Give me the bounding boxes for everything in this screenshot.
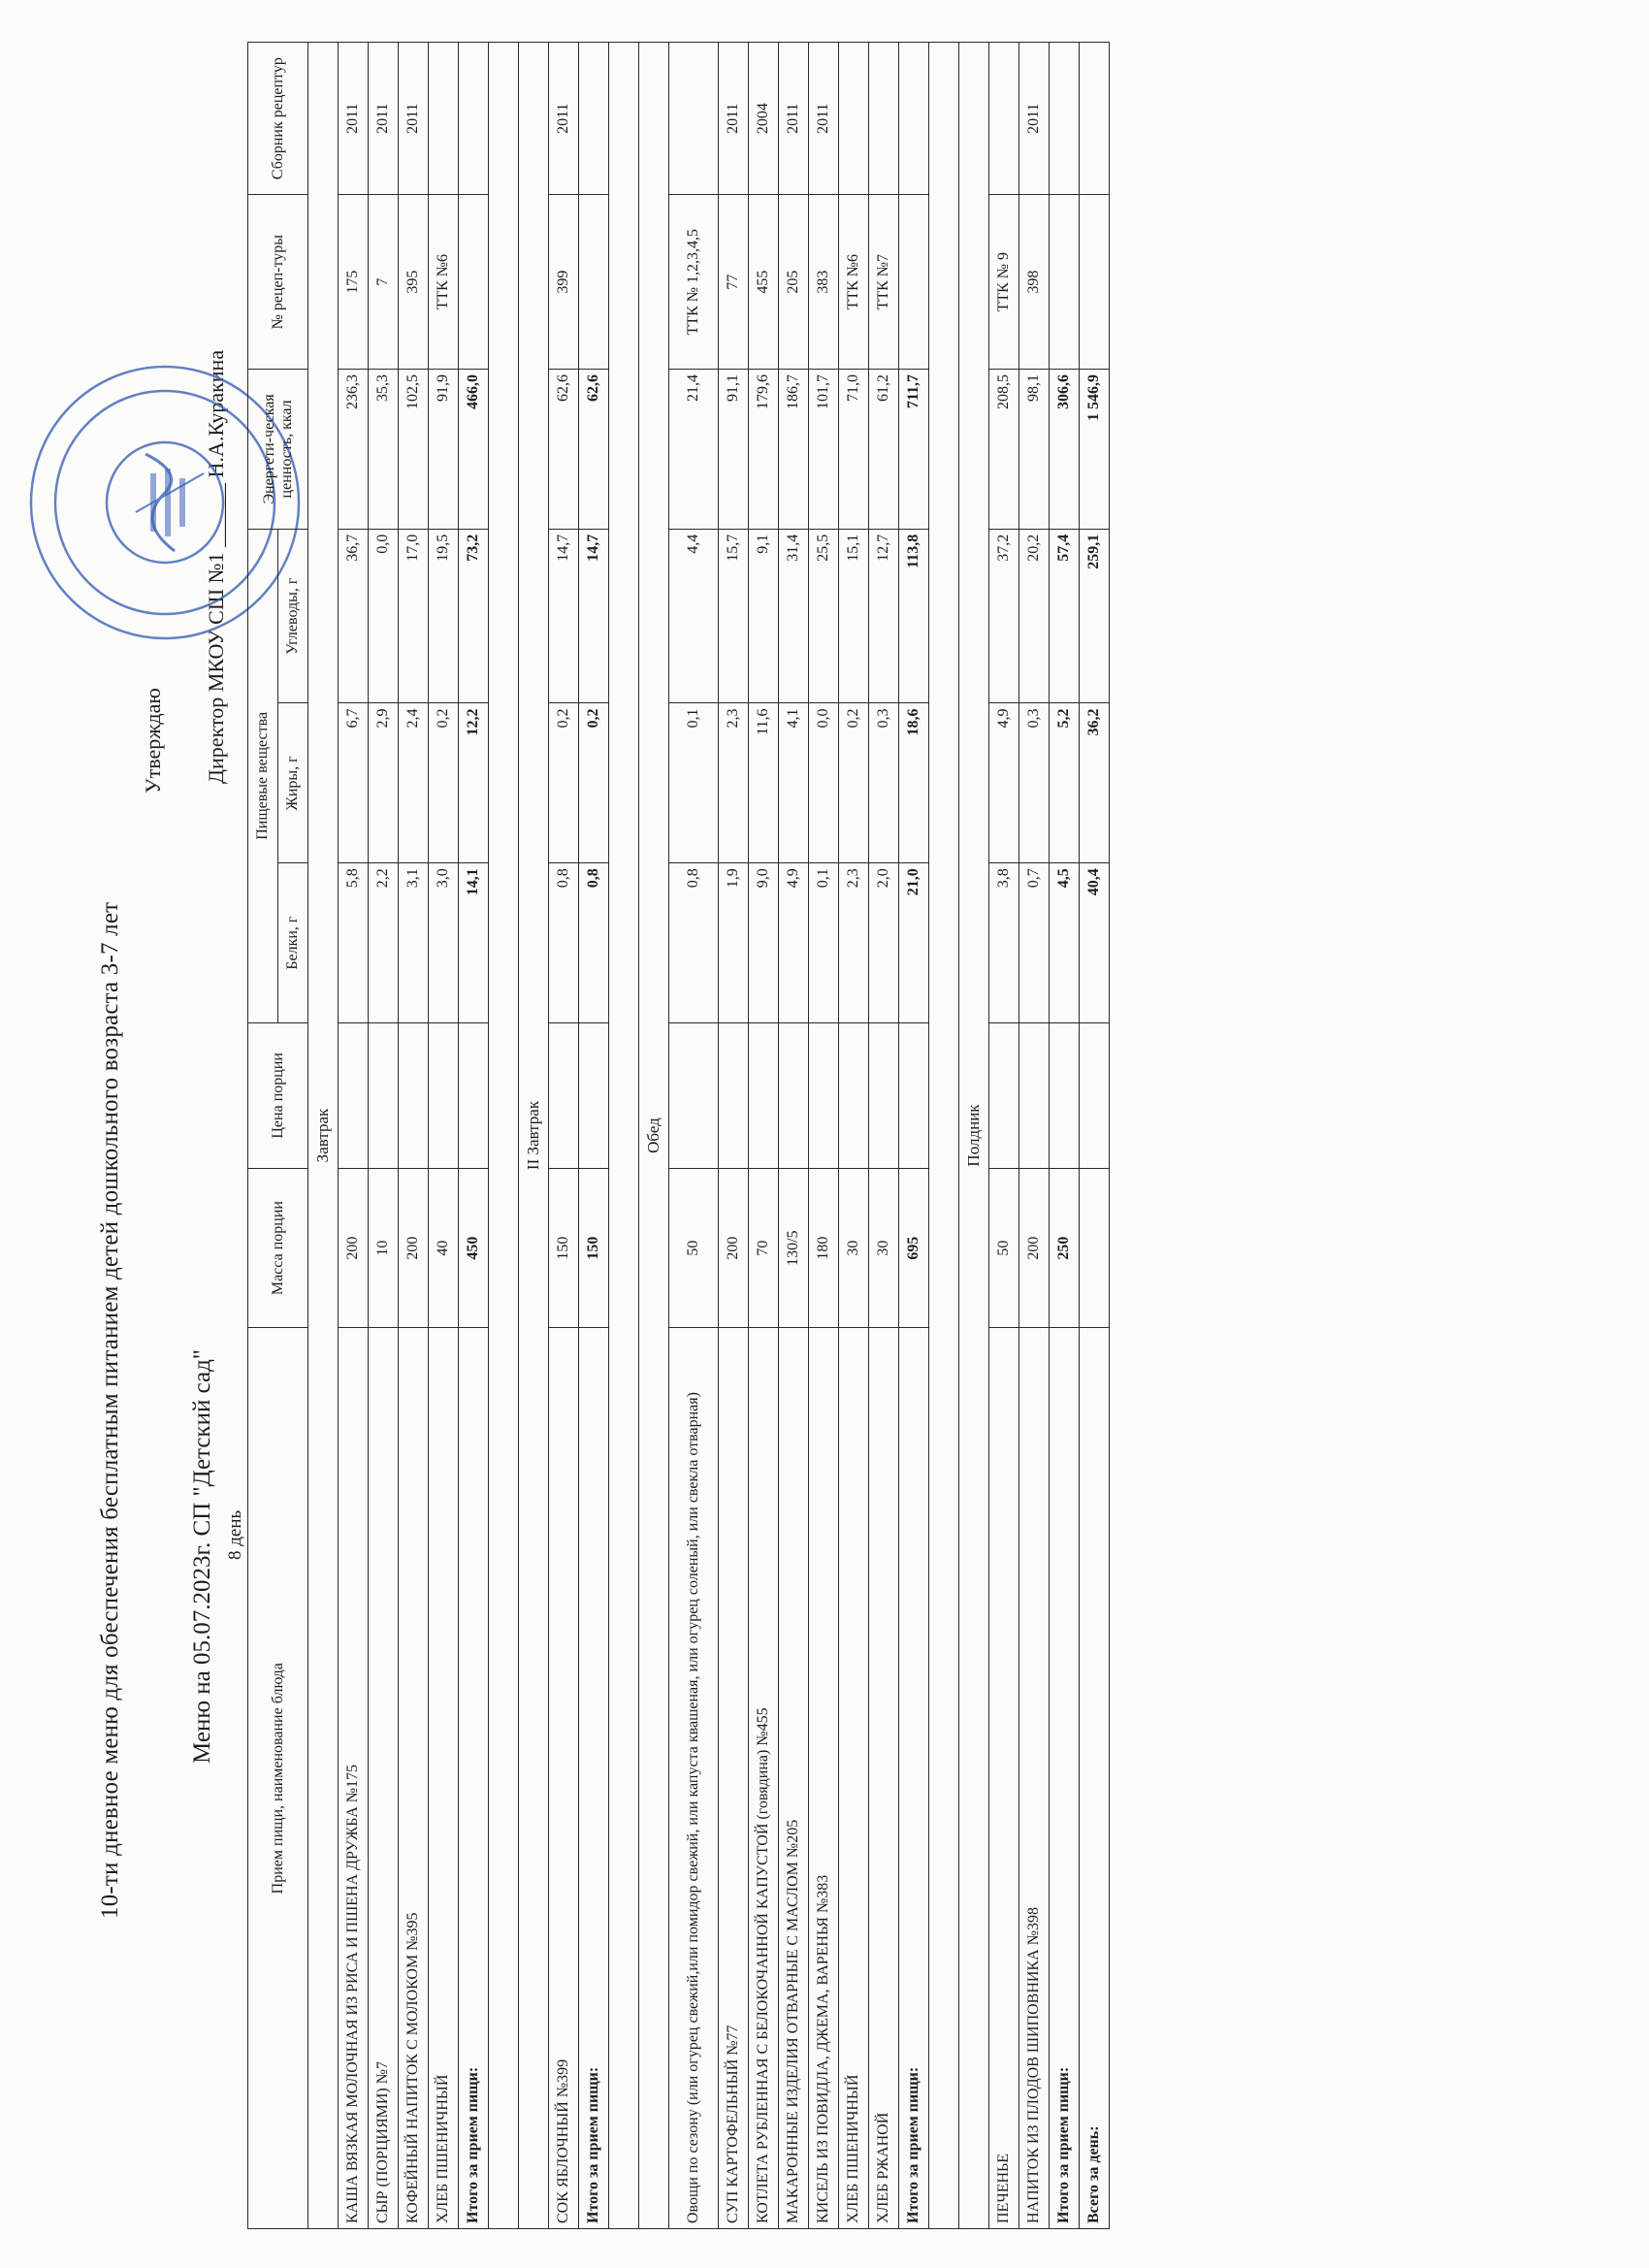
recipe-collection (669, 43, 719, 195)
fat-value: 6,7 (339, 703, 369, 863)
carbs-value: 17,0 (399, 529, 429, 703)
recipe-collection: 2011 (549, 43, 579, 195)
total-row (459, 43, 489, 2229)
portion-mass: 40 (429, 1168, 459, 1328)
protein-value: 3,1 (399, 863, 429, 1023)
portion-price (369, 1022, 399, 1168)
carbs-value: 25,5 (809, 529, 839, 703)
total-collection (1080, 43, 1110, 195)
dish-name: КОФЕЙНЫЙ НАПИТОК С МОЛОКОМ №395 (399, 1328, 429, 2229)
energy-value: 91,9 (429, 370, 459, 530)
energy-value: 186,7 (779, 370, 809, 530)
dish-name: КОТЛЕТА РУБЛЕННАЯ С БЕЛОКОЧАННОЙ КАПУСТОЙ (говядина) №455 (749, 1328, 779, 2229)
total-carbs: 113,8 (899, 529, 929, 703)
portion-mass: 30 (839, 1168, 869, 1328)
protein-value: 2,3 (839, 863, 869, 1023)
portion-price (669, 1022, 719, 1168)
recipe-collection: 2011 (369, 43, 399, 195)
protein-value: 0,8 (549, 863, 579, 1023)
fat-value: 0,3 (1019, 703, 1050, 863)
recipe-number: 175 (339, 195, 369, 370)
portion-price (339, 1022, 369, 1168)
section-title: II Завтрак (519, 43, 549, 2229)
protein-value: 5,8 (339, 863, 369, 1023)
carbs-value: 20,2 (1019, 529, 1050, 703)
total-energy: 306,6 (1050, 370, 1080, 530)
energy-value: 179,6 (749, 370, 779, 530)
dish-name: СОК ЯБЛОЧНЫЙ №399 (549, 1328, 579, 2229)
portion-price (869, 1022, 899, 1168)
total-label: Итого за прием пищи: (459, 1328, 489, 2229)
portion-price (989, 1022, 1019, 1168)
carbs-value: 9,1 (749, 529, 779, 703)
spacer-cell (929, 43, 959, 2229)
recipe-collection: 2011 (719, 43, 749, 195)
col-header-name: Прием пищи, наименование блюда (248, 1328, 308, 2229)
total-collection (1050, 43, 1080, 195)
director-signature-line: Директор МКОУ СШ №1 ______ Н.А.Куракина (204, 349, 228, 784)
total-price (579, 1022, 609, 1168)
table-row (989, 43, 1019, 2229)
carbs-value: 0,0 (369, 529, 399, 703)
col-header-recipe: № рецеп-туры (248, 195, 308, 370)
total-fat: 12,2 (459, 703, 489, 863)
total-label: Итого за прием пищи: (579, 1328, 609, 2229)
col-header-carbs: Углеводы, г (278, 529, 308, 703)
recipe-number: 77 (719, 195, 749, 370)
recipe-number: 205 (779, 195, 809, 370)
table-row (779, 43, 809, 2229)
total-mass: 150 (579, 1168, 609, 1328)
carbs-value: 37,2 (989, 529, 1019, 703)
carbs-value: 14,7 (549, 529, 579, 703)
total-label: Итого за прием пищи: (1050, 1328, 1080, 2229)
total-protein: 4,5 (1050, 863, 1080, 1023)
total-mass: 695 (899, 1168, 929, 1328)
portion-mass: 180 (809, 1168, 839, 1328)
recipe-collection (869, 43, 899, 195)
table-header-row (248, 43, 278, 2229)
total-fat: 5,2 (1050, 703, 1080, 863)
protein-value: 2,0 (869, 863, 899, 1023)
fat-value: 0,3 (869, 703, 899, 863)
protein-value: 0,7 (1019, 863, 1050, 1023)
dish-name: КИСЕЛЬ ИЗ ПОВИДЛА, ДЖЕМА, ВАРЕНЬЯ №383 (809, 1328, 839, 2229)
dish-name: Овощи по сезону (или огурец свежий,или помидор свежий, или капуста квашеная, или огурец соленый, или свекла отварная) (669, 1328, 719, 2229)
recipe-number: 399 (549, 195, 579, 370)
fat-value: 2,3 (719, 703, 749, 863)
recipe-number: 383 (809, 195, 839, 370)
protein-value: 0,8 (669, 863, 719, 1023)
carbs-value: 19,5 (429, 529, 459, 703)
recipe-number: 398 (1019, 195, 1050, 370)
total-row (1050, 43, 1080, 2229)
menu-table (247, 42, 1110, 2229)
recipe-collection: 2011 (809, 43, 839, 195)
total-protein: 21,0 (899, 863, 929, 1023)
total-protein: 14,1 (459, 863, 489, 1023)
carbs-value: 36,7 (339, 529, 369, 703)
carbs-value: 15,7 (719, 529, 749, 703)
table-row (399, 43, 429, 2229)
portion-price (549, 1022, 579, 1168)
section-title: Обед (639, 43, 669, 2229)
section-header-row (959, 43, 989, 2229)
col-header-collection: Сборник рецептур (248, 43, 308, 195)
recipe-collection: 2011 (1019, 43, 1050, 195)
total-collection (579, 43, 609, 195)
carbs-value: 15,1 (839, 529, 869, 703)
energy-value: 71,0 (839, 370, 869, 530)
total-energy: 1 546,9 (1080, 370, 1110, 530)
total-carbs: 57,4 (1050, 529, 1080, 703)
table-row (429, 43, 459, 2229)
menu-table-body (308, 43, 1110, 2229)
section-header-row (308, 43, 339, 2229)
total-collection (899, 43, 929, 195)
portion-mass: 50 (989, 1168, 1019, 1328)
carbs-value: 12,7 (869, 529, 899, 703)
table-row (719, 43, 749, 2229)
document-title: 10-ти дневное меню для обеспечения бесплатным питанием детей дошкольного возраста 3-7 лет (97, 901, 123, 1919)
col-header-protein: Белки, г (278, 863, 308, 1023)
dish-name: ХЛЕБ ПШЕНИЧНЫЙ (839, 1328, 869, 2229)
protein-value: 1,9 (719, 863, 749, 1023)
energy-value: 91,1 (719, 370, 749, 530)
fat-value: 0,2 (429, 703, 459, 863)
section-header-row (639, 43, 669, 2229)
portion-mass: 70 (749, 1168, 779, 1328)
portion-mass: 130/5 (779, 1168, 809, 1328)
energy-value: 102,5 (399, 370, 429, 530)
portion-price (399, 1022, 429, 1168)
dish-name: СЫР (ПОРЦИЯМИ) №7 (369, 1328, 399, 2229)
portion-mass: 200 (719, 1168, 749, 1328)
total-fat: 18,6 (899, 703, 929, 863)
portion-price (749, 1022, 779, 1168)
energy-value: 61,2 (869, 370, 899, 530)
section-header-row (519, 43, 549, 2229)
recipe-collection (839, 43, 869, 195)
fat-value: 4,9 (989, 703, 1019, 863)
total-protein: 0,8 (579, 863, 609, 1023)
recipe-number: 7 (369, 195, 399, 370)
energy-value: 208,5 (989, 370, 1019, 530)
protein-value: 3,0 (429, 863, 459, 1023)
total-row (1080, 43, 1110, 2229)
total-label: Всего за день: (1080, 1328, 1110, 2229)
total-recipe (579, 195, 609, 370)
fat-value: 0,2 (839, 703, 869, 863)
spacer-cell (489, 43, 519, 2229)
table-row (749, 43, 779, 2229)
carbs-value: 4,4 (669, 529, 719, 703)
col-header-nutrients: Пищевые вещества (248, 529, 278, 1022)
portion-price (1019, 1022, 1050, 1168)
total-price (1050, 1022, 1080, 1168)
col-header-energy: Энергети-ческая ценность, ккал (248, 370, 308, 530)
protein-value: 0,1 (809, 863, 839, 1023)
total-mass (1080, 1168, 1110, 1328)
total-energy: 711,7 (899, 370, 929, 530)
section-title: Полдник (959, 43, 989, 2229)
energy-value: 101,7 (809, 370, 839, 530)
total-carbs: 14,7 (579, 529, 609, 703)
total-carbs: 259,1 (1080, 529, 1110, 703)
total-recipe (459, 195, 489, 370)
total-energy: 466,0 (459, 370, 489, 530)
total-recipe (1050, 195, 1080, 370)
recipe-collection: 2011 (779, 43, 809, 195)
dish-name: МАКАРОННЫЕ ИЗДЕЛИЯ ОТВАРНЫЕ С МАСЛОМ №205 (779, 1328, 809, 2229)
dish-name: НАПИТОК ИЗ ПЛОДОВ ШИПОВНИКА №398 (1019, 1328, 1050, 2229)
dish-name: СУП КАРТОФЕЛЬНЫЙ №77 (719, 1328, 749, 2229)
fat-value: 11,6 (749, 703, 779, 863)
spacer-row (609, 43, 639, 2229)
table-row (809, 43, 839, 2229)
portion-mass: 30 (869, 1168, 899, 1328)
spacer-row (929, 43, 959, 2229)
approve-label: Утверждаю (141, 688, 165, 794)
spacer-row (489, 43, 519, 2229)
recipe-number: ТТК №6 (429, 195, 459, 370)
recipe-number: 395 (399, 195, 429, 370)
table-row (339, 43, 369, 2229)
col-header-price: Цена порции (248, 1022, 308, 1168)
dish-name: ХЛЕБ РЖАНОЙ (869, 1328, 899, 2229)
energy-value: 98,1 (1019, 370, 1050, 530)
protein-value: 4,9 (779, 863, 809, 1023)
col-header-mass: Масса порции (248, 1168, 308, 1328)
total-row (579, 43, 609, 2229)
recipe-collection: 2011 (339, 43, 369, 195)
total-collection (459, 43, 489, 195)
recipe-collection (989, 43, 1019, 195)
dish-name: КАША ВЯЗКАЯ МОЛОЧНАЯ ИЗ РИСА И ПШЕНА ДРУЖБА №175 (339, 1328, 369, 2229)
protein-value: 3,8 (989, 863, 1019, 1023)
table-row (839, 43, 869, 2229)
energy-value: 236,3 (339, 370, 369, 530)
total-fat: 36,2 (1080, 703, 1110, 863)
total-carbs: 73,2 (459, 529, 489, 703)
dish-name: ХЛЕБ ПШЕНИЧНЫЙ (429, 1328, 459, 2229)
portion-mass: 150 (549, 1168, 579, 1328)
portion-mass: 200 (1019, 1168, 1050, 1328)
day-label: 8 день (225, 1509, 245, 1560)
total-price (459, 1022, 489, 1168)
table-row (549, 43, 579, 2229)
recipe-number: ТТК №6 (839, 195, 869, 370)
total-mass: 450 (459, 1168, 489, 1328)
carbs-value: 31,4 (779, 529, 809, 703)
portion-price (779, 1022, 809, 1168)
portion-price (429, 1022, 459, 1168)
total-row (899, 43, 929, 2229)
energy-value: 35,3 (369, 370, 399, 530)
fat-value: 4,1 (779, 703, 809, 863)
fat-value: 2,4 (399, 703, 429, 863)
recipe-number: 455 (749, 195, 779, 370)
recipe-collection: 2011 (399, 43, 429, 195)
fat-value: 0,0 (809, 703, 839, 863)
portion-mass: 50 (669, 1168, 719, 1328)
total-energy: 62,6 (579, 370, 609, 530)
portion-mass: 200 (399, 1168, 429, 1328)
spacer-cell (609, 43, 639, 2229)
portion-mass: 200 (339, 1168, 369, 1328)
table-row (669, 43, 719, 2229)
total-price (899, 1022, 929, 1168)
portion-price (719, 1022, 749, 1168)
recipe-collection (429, 43, 459, 195)
recipe-number: ТТК № 9 (989, 195, 1019, 370)
total-price (1080, 1022, 1110, 1168)
recipe-number: ТТК № 1,2,3,4,5 (669, 195, 719, 370)
portion-mass: 10 (369, 1168, 399, 1328)
fat-value: 0,2 (549, 703, 579, 863)
recipe-collection: 2004 (749, 43, 779, 195)
menu-date-title: Меню на 05.07.2023г. СП "Детский сад" (189, 1348, 215, 1764)
table-row (869, 43, 899, 2229)
col-header-fat: Жиры, г (278, 703, 308, 863)
dish-name: ПЕЧЕНЬЕ (989, 1328, 1019, 2229)
total-fat: 0,2 (579, 703, 609, 863)
fat-value: 2,9 (369, 703, 399, 863)
protein-value: 2,2 (369, 863, 399, 1023)
table-row (1019, 43, 1050, 2229)
total-recipe (1080, 195, 1110, 370)
energy-value: 62,6 (549, 370, 579, 530)
recipe-number: ТТК №7 (869, 195, 899, 370)
total-label: Итого за прием пищи: (899, 1328, 929, 2229)
total-mass: 250 (1050, 1168, 1080, 1328)
energy-value: 21,4 (669, 370, 719, 530)
fat-value: 0,1 (669, 703, 719, 863)
portion-price (809, 1022, 839, 1168)
total-protein: 40,4 (1080, 863, 1110, 1023)
table-row (369, 43, 399, 2229)
section-title: Завтрак (308, 43, 339, 2229)
portion-price (839, 1022, 869, 1168)
protein-value: 9,0 (749, 863, 779, 1023)
total-recipe (899, 195, 929, 370)
